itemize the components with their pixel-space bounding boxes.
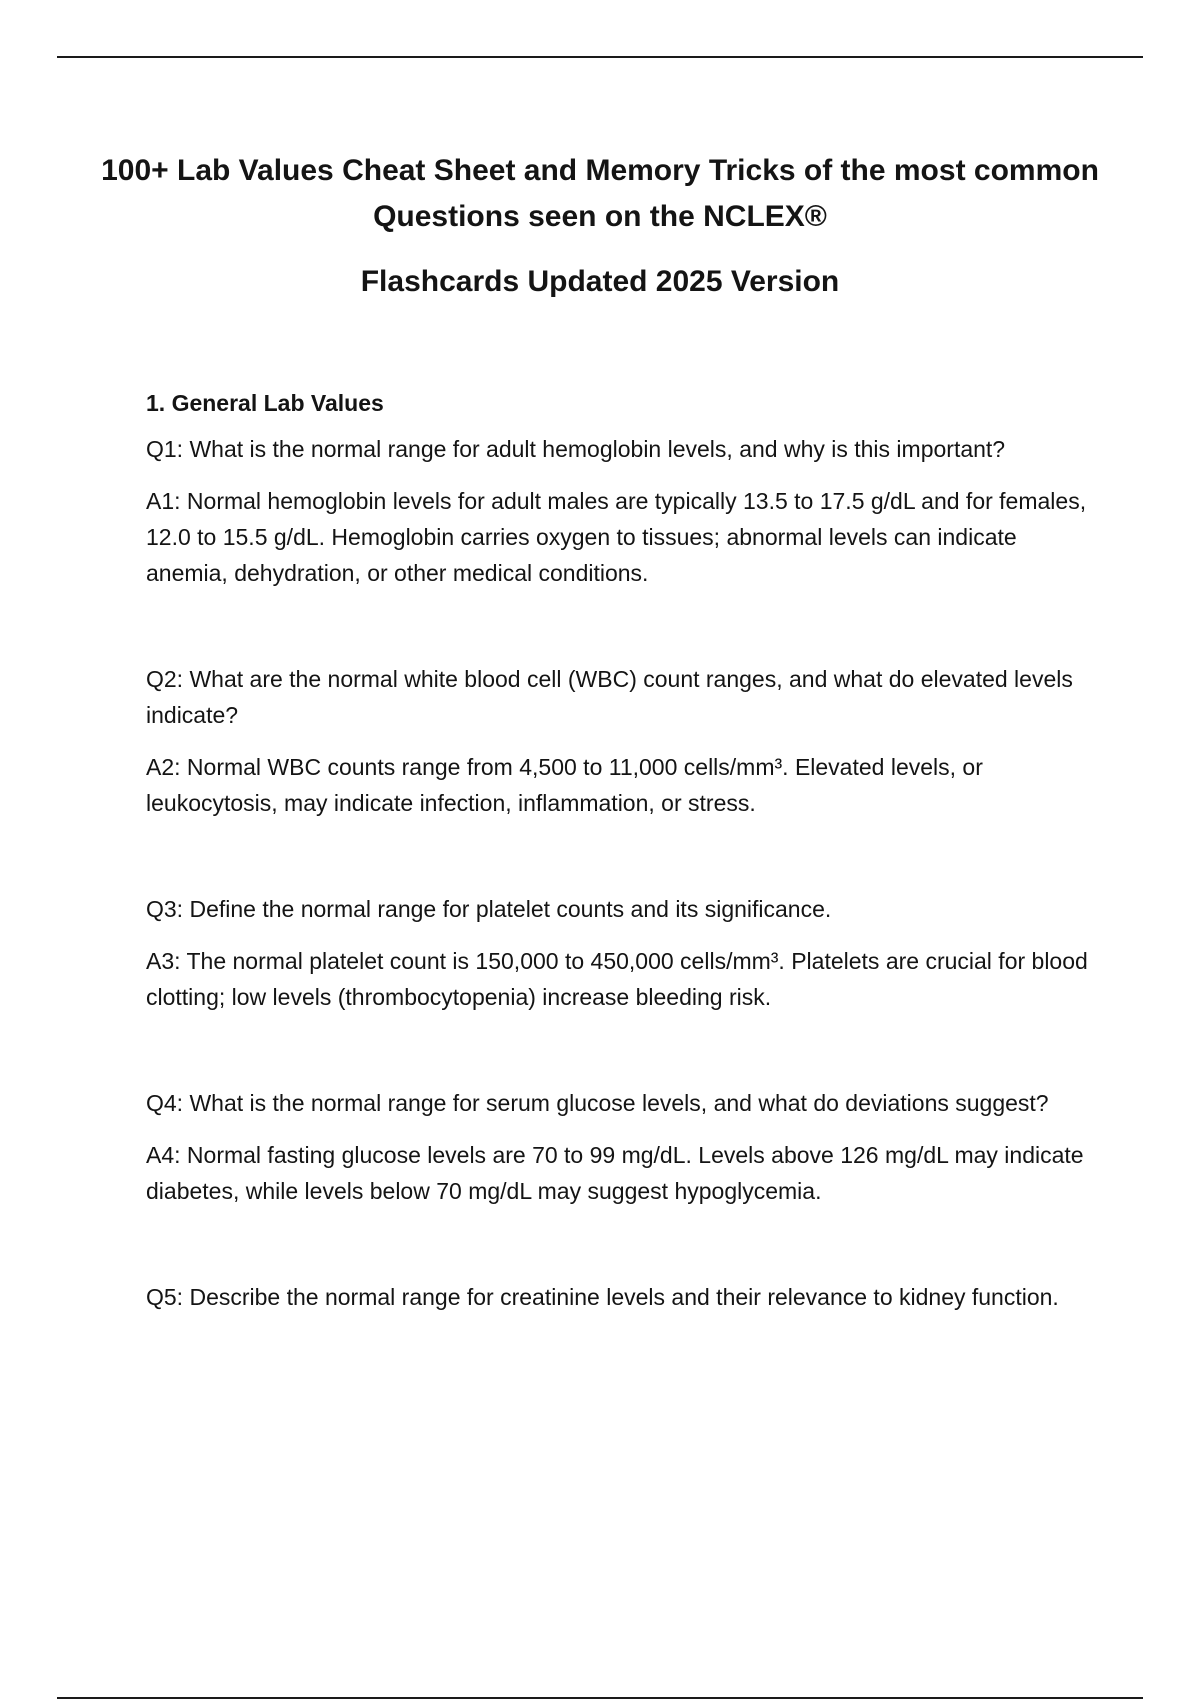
- answer-1: A1: Normal hemoglobin levels for adult males are typically 13.5 to 17.5 g/dL and for females, 12.0 to 15.5 g/dL. Hemoglobin carries oxygen to tissues; abnormal levels can indicate anemia, dehydration, or other medical conditions.: [146, 488, 1087, 586]
- question-2: Q2: What are the normal white blood cell (WBC) count ranges, and what do elevated levels indicate?: [146, 666, 1073, 728]
- qa-item-1: [146, 431, 1096, 591]
- question-3: Q3: Define the normal range for platelet counts and its significance.: [146, 896, 832, 922]
- question-4: Q4: What is the normal range for serum glucose levels, and what do deviations suggest?: [146, 1090, 1049, 1116]
- qa-item-4: [146, 1085, 1096, 1209]
- answer-4: A4: Normal fasting glucose levels are 70 to 99 mg/dL. Levels above 126 mg/dL may indicate diabetes, while levels below 70 mg/dL may suggest hypoglycemia.: [146, 1142, 1084, 1204]
- answer-3: A3: The normal platelet count is 150,000 to 450,000 cells/mm³. Platelets are crucial for blood clotting; low levels (thrombocytopenia) increase bleeding risk.: [146, 948, 1088, 1010]
- question-1: Q1: What is the normal range for adult hemoglobin levels, and why is this important?: [146, 436, 1006, 462]
- bottom-rule: [57, 1697, 1143, 1699]
- document-title: [100, 148, 1100, 305]
- answer-2: A2: Normal WBC counts range from 4,500 to 11,000 cells/mm³. Elevated levels, or leukocytosis, may indicate infection, inflammation, or stress.: [146, 754, 983, 816]
- top-rule: [57, 56, 1143, 58]
- qa-item-2: [146, 661, 1096, 821]
- title-line-2: Flashcards Updated 2025 Version: [360, 265, 840, 298]
- document-body: [146, 385, 1096, 1331]
- section-heading: 1. General Lab Values: [146, 390, 384, 416]
- title-line-1: 100+ Lab Values Cheat Sheet and Memory Tricks of the most common Questions seen on the NCLEX®: [101, 154, 1099, 233]
- qa-item-5: [146, 1279, 1096, 1315]
- qa-item-3: [146, 891, 1096, 1015]
- question-5: Q5: Describe the normal range for creatinine levels and their relevance to kidney function.: [146, 1284, 1059, 1310]
